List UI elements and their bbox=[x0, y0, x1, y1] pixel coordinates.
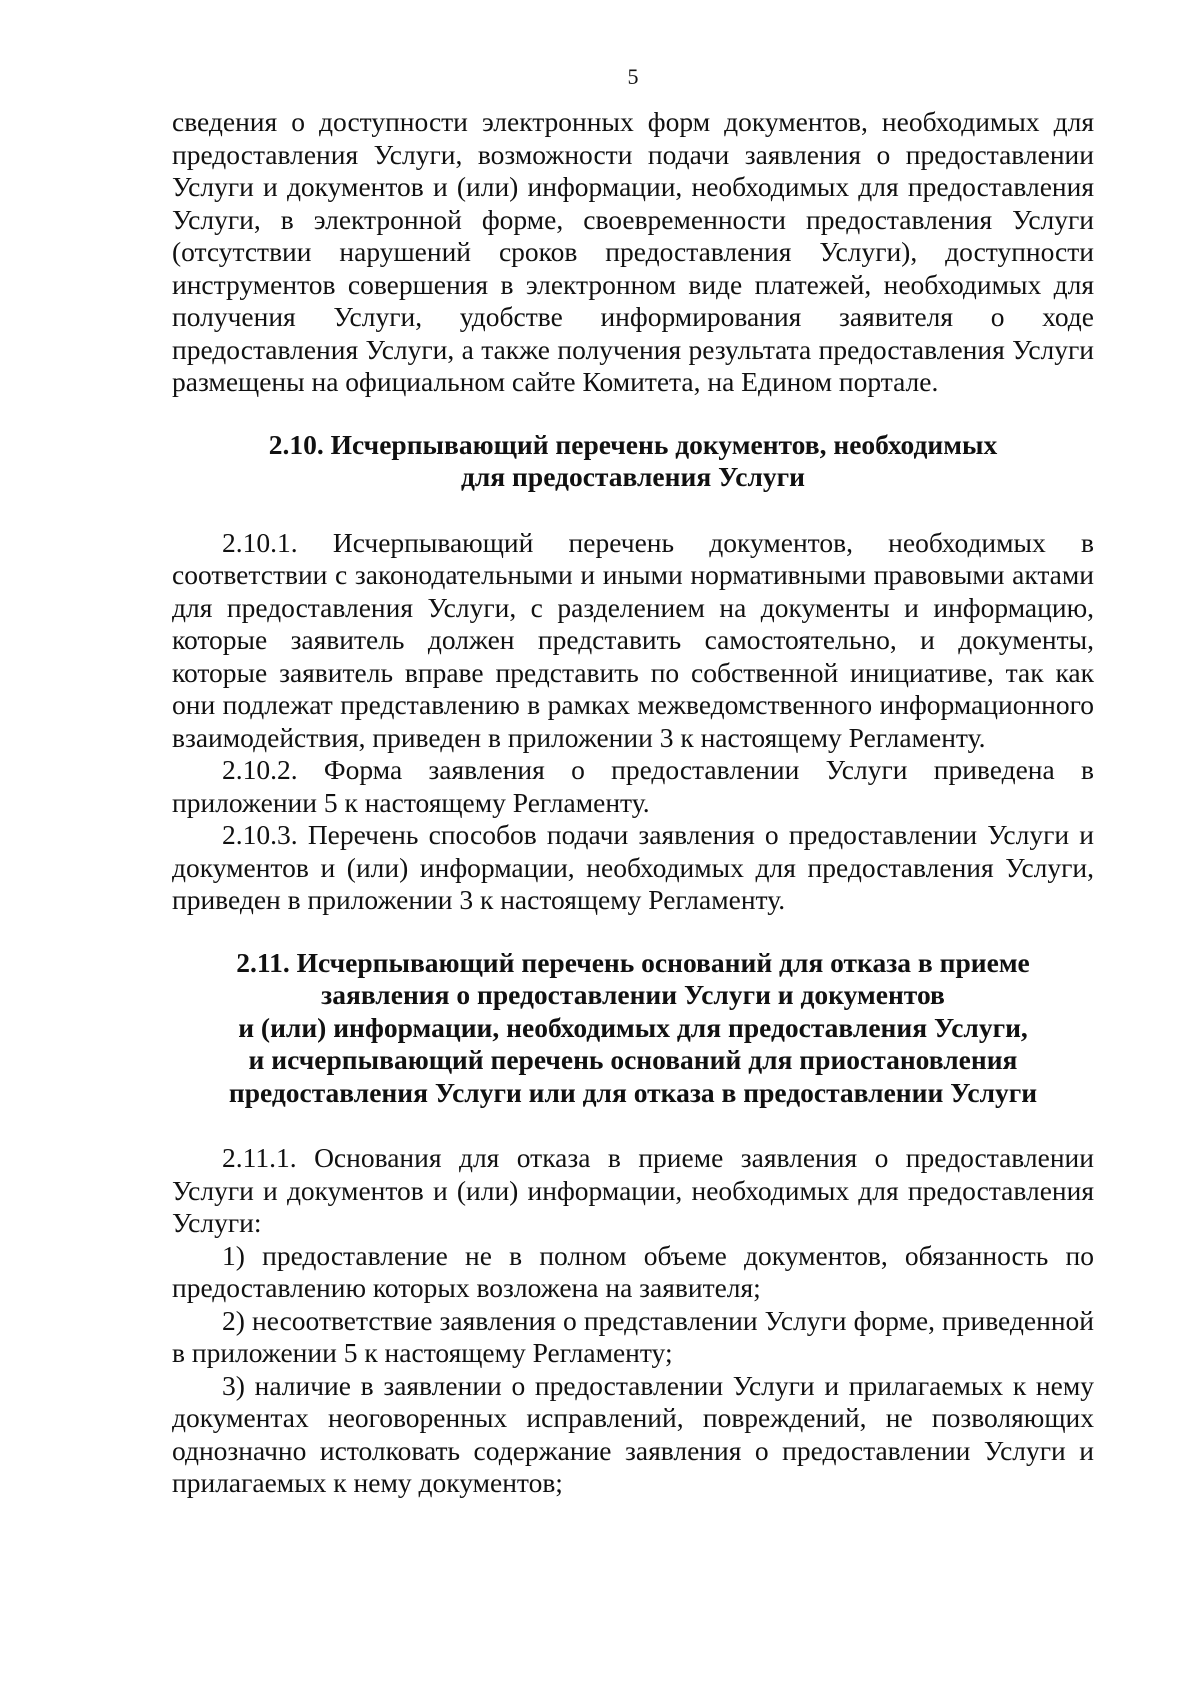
paragraph-2-10-2: 2.10.2. Форма заявления о предоставлении Услуги приведена в приложении 5 к настоящему Регламенту. bbox=[172, 754, 1094, 818]
paragraph-2-11-1: 2.11.1. Основания для отказа в приеме заявления о предоставлении Услуги и документов и (или) информации, необходимых для предоставления Услуги: bbox=[172, 1142, 1094, 1238]
paragraph-2-10-3: 2.10.3. Перечень способов подачи заявления о предоставлении Услуги и документов и (или) информации, необходимых для предоставления Услуги, приведен в приложении 3 к настоящему Регламенту. bbox=[172, 819, 1094, 915]
section-2-10-heading bbox=[172, 429, 1094, 494]
intro-paragraph: сведения о доступности электронных форм документов, необходимых для предоставления Услуги, возможности подачи заявления о предоставлении Услуги и документов и (или) информации, необходимых для предоставления Услуги, в электронной форме, своевременности предоставления Услуги (отсутствии нарушений сроков предоставления Услуги), доступности инструментов совершения в электронном виде платежей, необходимых для получения Услуги, удобстве информирования заявителя о ходе предоставления Услуги, а также получения результата предоставления Услуги размещены на официальном сайте Комитета, на Едином портале. bbox=[172, 106, 1094, 397]
heading-line: заявления о предоставлении Услуги и документов bbox=[321, 979, 945, 1010]
paragraph-2-10-1: 2.10.1. Исчерпывающий перечень документов, необходимых в соответствии с законодательными и иными нормативными правовыми актами для предоставления Услуги, с разделением на документы и информацию, которые заявитель должен представить самостоятельно, и документы, которые заявитель вправе представить по собственной инициативе, так как они подлежат представлению в рамках межведомственного информационного взаимодействия, приведен в приложении 3 к настоящему Регламенту. bbox=[172, 526, 1094, 753]
heading-line: 2.10. Исчерпывающий перечень документов, необходимых bbox=[268, 428, 998, 460]
list-item-3: 3) наличие в заявлении о предоставлении Услуги и прилагаемых к нему документах неоговоренных исправлений, повреждений, не позволяющих однозначно истолковать содержание заявления о предоставлении Услуги и прилагаемых к нему документов; bbox=[172, 1369, 1094, 1498]
heading-line: предоставления Услуги или для отказа в предоставлении Услуги bbox=[228, 1076, 1038, 1108]
heading-line: 2.11. Исчерпывающий перечень оснований для отказа в приеме bbox=[236, 946, 1030, 978]
heading-line: и исчерпывающий перечень оснований для приостановления bbox=[248, 1044, 1018, 1075]
heading-line: для предоставления Услуги bbox=[460, 461, 806, 492]
section-2-11-heading bbox=[172, 947, 1094, 1110]
list-item-1: 1) предоставление не в полном объеме документов, обязанность по предоставлению которых возложена на заявителя; bbox=[172, 1239, 1094, 1303]
list-item-2: 2) несоответствие заявления о представлении Услуги форме, приведенной в приложении 5 к настоящему Регламенту; bbox=[172, 1304, 1094, 1368]
page-number: 5 bbox=[627, 64, 639, 89]
heading-line: и (или) информации, необходимых для предоставления Услуги, bbox=[238, 1011, 1028, 1043]
